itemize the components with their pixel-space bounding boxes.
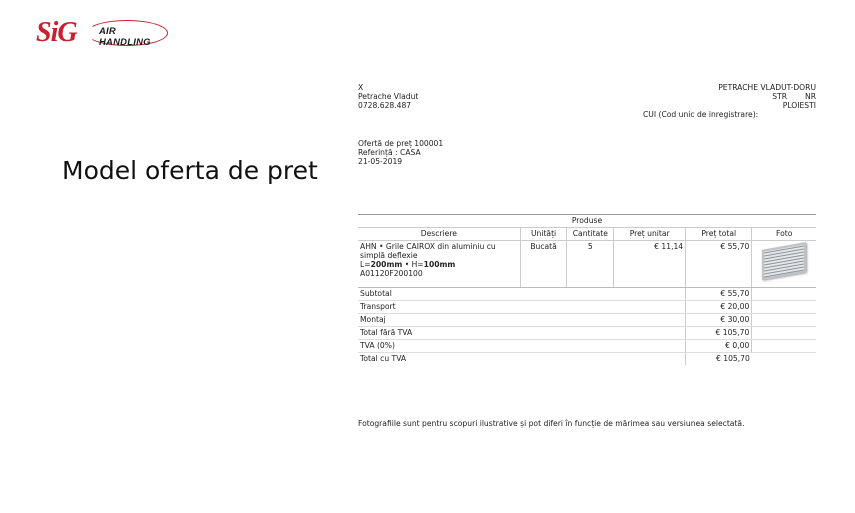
summary-row-total-with-vat (358, 353, 816, 366)
recipient-street: STR (772, 92, 788, 101)
item-quantity: 5 (567, 241, 614, 288)
header-photo: Foto (752, 228, 816, 241)
summary-label: Total fără TVA (358, 327, 686, 340)
dim-l-value: 200mm (370, 260, 403, 269)
table-caption-row (358, 215, 816, 228)
sender-name: Petrache Vladut (358, 92, 419, 101)
sig-logo (36, 16, 166, 50)
dim-h-sep: • H= (402, 260, 424, 269)
table-header-row (358, 228, 816, 241)
item-unit-price: € 11,14 (614, 241, 686, 288)
summary-label: Montaj (358, 314, 686, 327)
recipient-name: PETRACHE VLADUT-DORU (718, 83, 816, 92)
recipient-address (616, 92, 816, 101)
header-total-price: Preț total (686, 228, 752, 241)
slide-title: Model oferta de pret (62, 156, 318, 185)
summary-value: € 55,70 (686, 288, 752, 301)
summary-label: Total cu TVA (360, 354, 407, 363)
summary-empty (752, 353, 816, 366)
item-photo (752, 241, 816, 288)
header-unit-price: Preț unitar (614, 228, 686, 241)
summary-value: € 0,00 (686, 340, 752, 353)
logo-brand: SiG (36, 17, 77, 48)
summary-value: € 20,00 (686, 301, 752, 314)
offer-title: Ofertă de preț 100001 (358, 139, 444, 148)
summary-row-total-no-vat (358, 327, 816, 340)
summary-label: TVA (0%) (358, 340, 686, 353)
summary-empty (752, 301, 816, 314)
table-caption: Produse (358, 215, 816, 228)
item-total: € 55,70 (686, 241, 752, 288)
summary-empty (752, 314, 816, 327)
cui-label: CUI (Cod unic de inregistrare): (643, 110, 759, 119)
item-code: A01120F200100 (360, 269, 423, 278)
logo-tagline: AIR HANDLING (99, 26, 151, 48)
item-dimensions (360, 260, 518, 269)
summary-row-subtotal (358, 288, 816, 301)
summary-label: Subtotal (358, 288, 686, 301)
header-units: Unități (520, 228, 567, 241)
offer-reference: Referință : CASA (358, 148, 421, 157)
header-description: Descriere (358, 228, 520, 241)
item-description (358, 241, 520, 288)
sender-line1: X (358, 83, 364, 92)
offer-info (358, 139, 443, 166)
summary-value: € 30,00 (686, 314, 752, 327)
summary-row-vat (358, 340, 816, 353)
item-unit: Bucată (520, 241, 567, 288)
header-quantity: Cantitate (567, 228, 614, 241)
item-desc-line1: AHN • Grile CAIROX din aluminiu cu simplă deflexie (360, 242, 496, 260)
sender-block (358, 83, 418, 110)
summary-empty (752, 340, 816, 353)
grille-photo-icon (762, 242, 806, 280)
summary-label: Transport (358, 301, 686, 314)
summary-row-montaj (358, 314, 816, 327)
summary-value: € 105,70 (686, 353, 752, 366)
dim-h-value: 100mm (423, 260, 456, 269)
products-table (358, 214, 816, 365)
summary-empty (752, 327, 816, 340)
summary-row-transport (358, 301, 816, 314)
recipient-number: NR (805, 92, 816, 101)
footnote: Fotografiile sunt pentru scopuri ilustrative și pot diferi în funcție de mărimea sau versiunea selectată. (358, 419, 745, 428)
dim-l-prefix: L= (360, 260, 371, 269)
offer-date: 21-05-2019 (358, 157, 403, 166)
table-row (358, 241, 816, 288)
summary-empty (752, 288, 816, 301)
recipient-city: PLOIESTI (782, 101, 816, 110)
sender-phone: 0728.628.487 (358, 101, 412, 110)
recipient-block (616, 83, 816, 110)
summary-value: € 105,70 (686, 327, 752, 340)
